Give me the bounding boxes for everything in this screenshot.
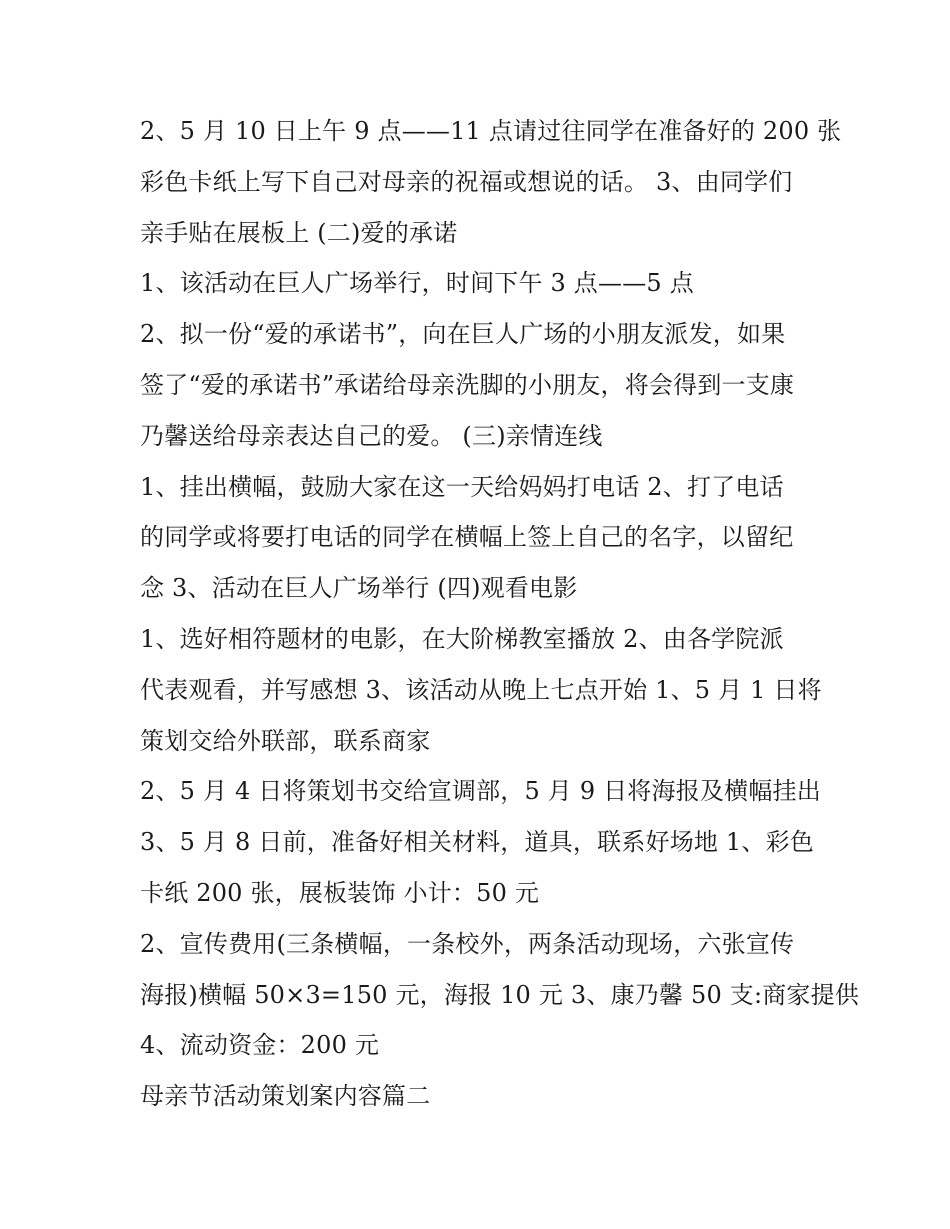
text-line: 1、挂出横幅，鼓励大家在这一天给妈妈打电话 2、打了电话 — [140, 472, 784, 501]
text-line: 2、5 月 10 日上午 9 点——11 点请过往同学在准备好的 200 张 — [140, 117, 842, 145]
text-line: 4、流动资金：200 元 — [140, 1031, 380, 1060]
text-line: 2、5 月 4 日将策划书交给宣调部，5 月 9 日将海报及横幅挂出 — [140, 777, 821, 806]
text-line: 3、5 月 8 日前，准备好相关材料，道具，联系好场地 1、彩色 — [140, 828, 814, 857]
text-line: 1、选好相符题材的电影，在大阶梯教室播放 2、由各学院派 — [140, 624, 784, 653]
text-line: 签了“爱的承诺书”承诺给母亲洗脚的小朋友，将会得到一支康 — [140, 370, 795, 399]
text-line: 2、拟一份“爱的承诺书”，向在巨人广场的小朋友派发，如果 — [140, 320, 786, 349]
text-line: 念 3、活动在巨人广场举行 (四)观看电影 — [140, 574, 578, 603]
text-line: 2、宣传费用(三条横幅，一条校外，两条活动现场，六张宣传 — [140, 929, 795, 958]
document-body — [140, 106, 860, 1122]
text-line: 亲手贴在展板上 (二)爱的承诺 — [140, 218, 458, 247]
text-line: 海报)横幅 50×3=150 元，海报 10 元 3、康乃馨 50 支:商家提供 — [140, 980, 860, 1009]
section-heading: 母亲节活动策划案内容篇二 — [140, 1082, 431, 1111]
text-line: 1、该活动在巨人广场举行，时间下午 3 点——5 点 — [140, 269, 694, 298]
text-line: 策划交给外联部，联系商家 — [140, 726, 431, 755]
text-line: 彩色卡纸上写下自己对母亲的祝福或想说的话。 3、由同学们 — [140, 167, 793, 196]
text-line: 的同学或将要打电话的同学在横幅上签上自己的名字，以留纪 — [140, 523, 794, 552]
text-line: 卡纸 200 张，展板装饰 小计：50 元 — [140, 878, 540, 907]
text-line: 代表观看，并写感想 3、该活动从晚上七点开始 1、5 月 1 日将 — [140, 675, 822, 704]
text-line: 乃馨送给母亲表达自己的爱。 (三)亲情连线 — [140, 421, 603, 450]
